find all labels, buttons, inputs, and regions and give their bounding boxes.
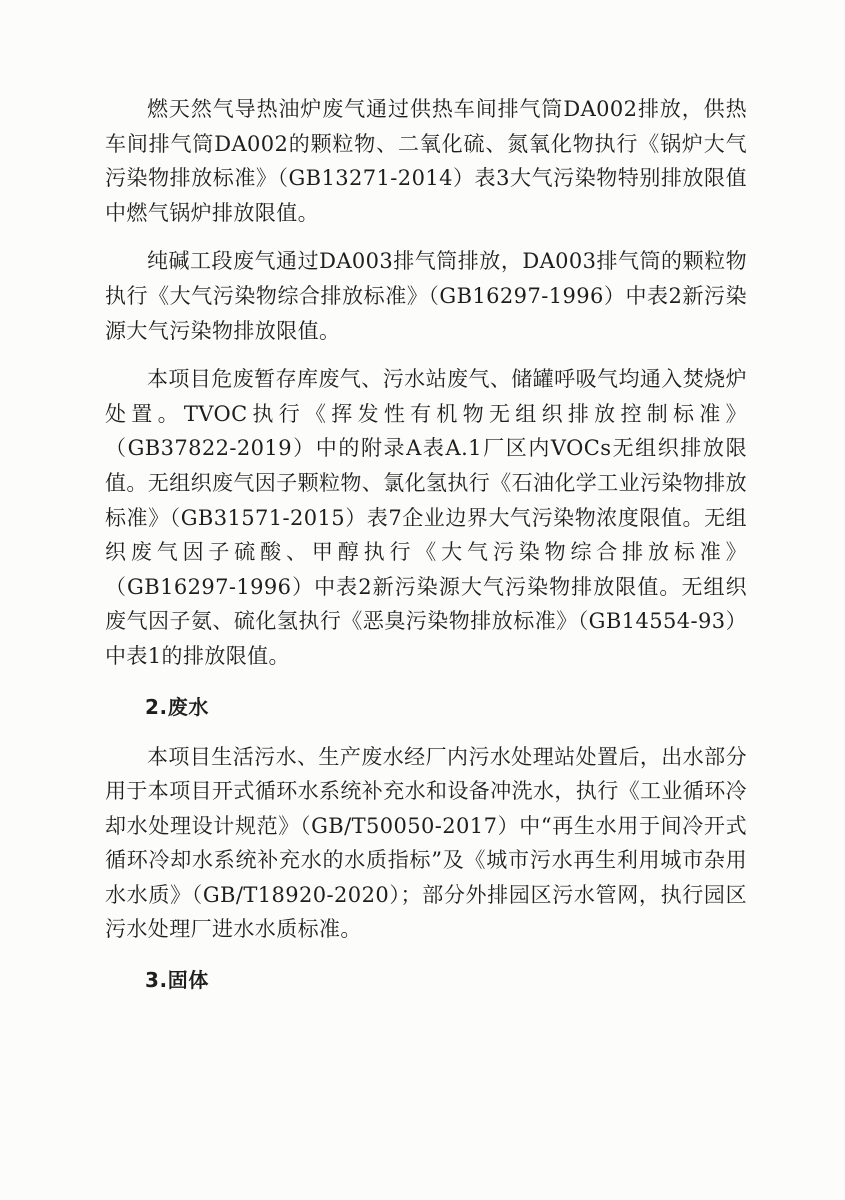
paragraph-gap [105, 348, 747, 362]
paragraph-gap [105, 674, 747, 688]
paragraph-gap [105, 947, 747, 961]
paragraph-gap [105, 230, 747, 244]
paragraph-boiler-exhaust: 燃天然气导热油炉废气通过供热车间排气筒DA002排放，供热车间排气筒DA002的颗粒物、二氧化硫、氮氧化物执行《锅炉大气污染物排放标准》（GB13271-2014）表3大气污染物特别排放限值中燃气锅炉排放限值。 [105, 97, 747, 225]
paragraph-soda-ash-exhaust: 纯碱工段废气通过DA003排气筒排放，DA003排气筒的颗粒物执行《大气污染物综合排放标准》（GB16297-1996）中表2新污染源大气污染物排放限值。 [105, 249, 747, 343]
section-heading-wastewater: 2.废水 [145, 694, 209, 719]
paragraph-gap [105, 726, 747, 740]
document-body [105, 92, 747, 999]
section-heading-solid: 3.固体 [145, 968, 209, 993]
paragraph-wastewater: 本项目生活污水、生产废水经厂内污水处理站处置后，出水部分用于本项目开式循环水系统补充水和设备冲洗水，执行《工业循环冷却水处理设计规范》（GB/T50050-2017）中“再生水用于间冷开式循环冷却水系统补充水的水质指标”及《城市污水再生利用城市杂用水水质》（GB/T18920-2020）；部分外排园区污水管网，执行园区污水处理厂进水水质标准。 [105, 744, 747, 942]
paragraph-fugitive-emissions: 本项目危废暂存库废气、污水站废气、储罐呼吸气均通入焚烧炉处置。TVOC执行《挥发性有机物无组织排放控制标准》（GB37822-2019）中的附录A表A.1厂区内VOCs无组织排放限值。无组织废气因子颗粒物、氯化氢执行《石油化学工业污染物排放标准》（GB31571-2015）表7企业边界大气污染物浓度限值。无组织废气因子硫酸、甲醇执行《大气污染物综合排放标准》（GB16297-1996）中表2新污染源大气污染物排放限值。无组织废气因子氨、硫化氢执行《恶臭污染物排放标准》（GB14554-93）中表1的排放限值。 [105, 367, 747, 668]
